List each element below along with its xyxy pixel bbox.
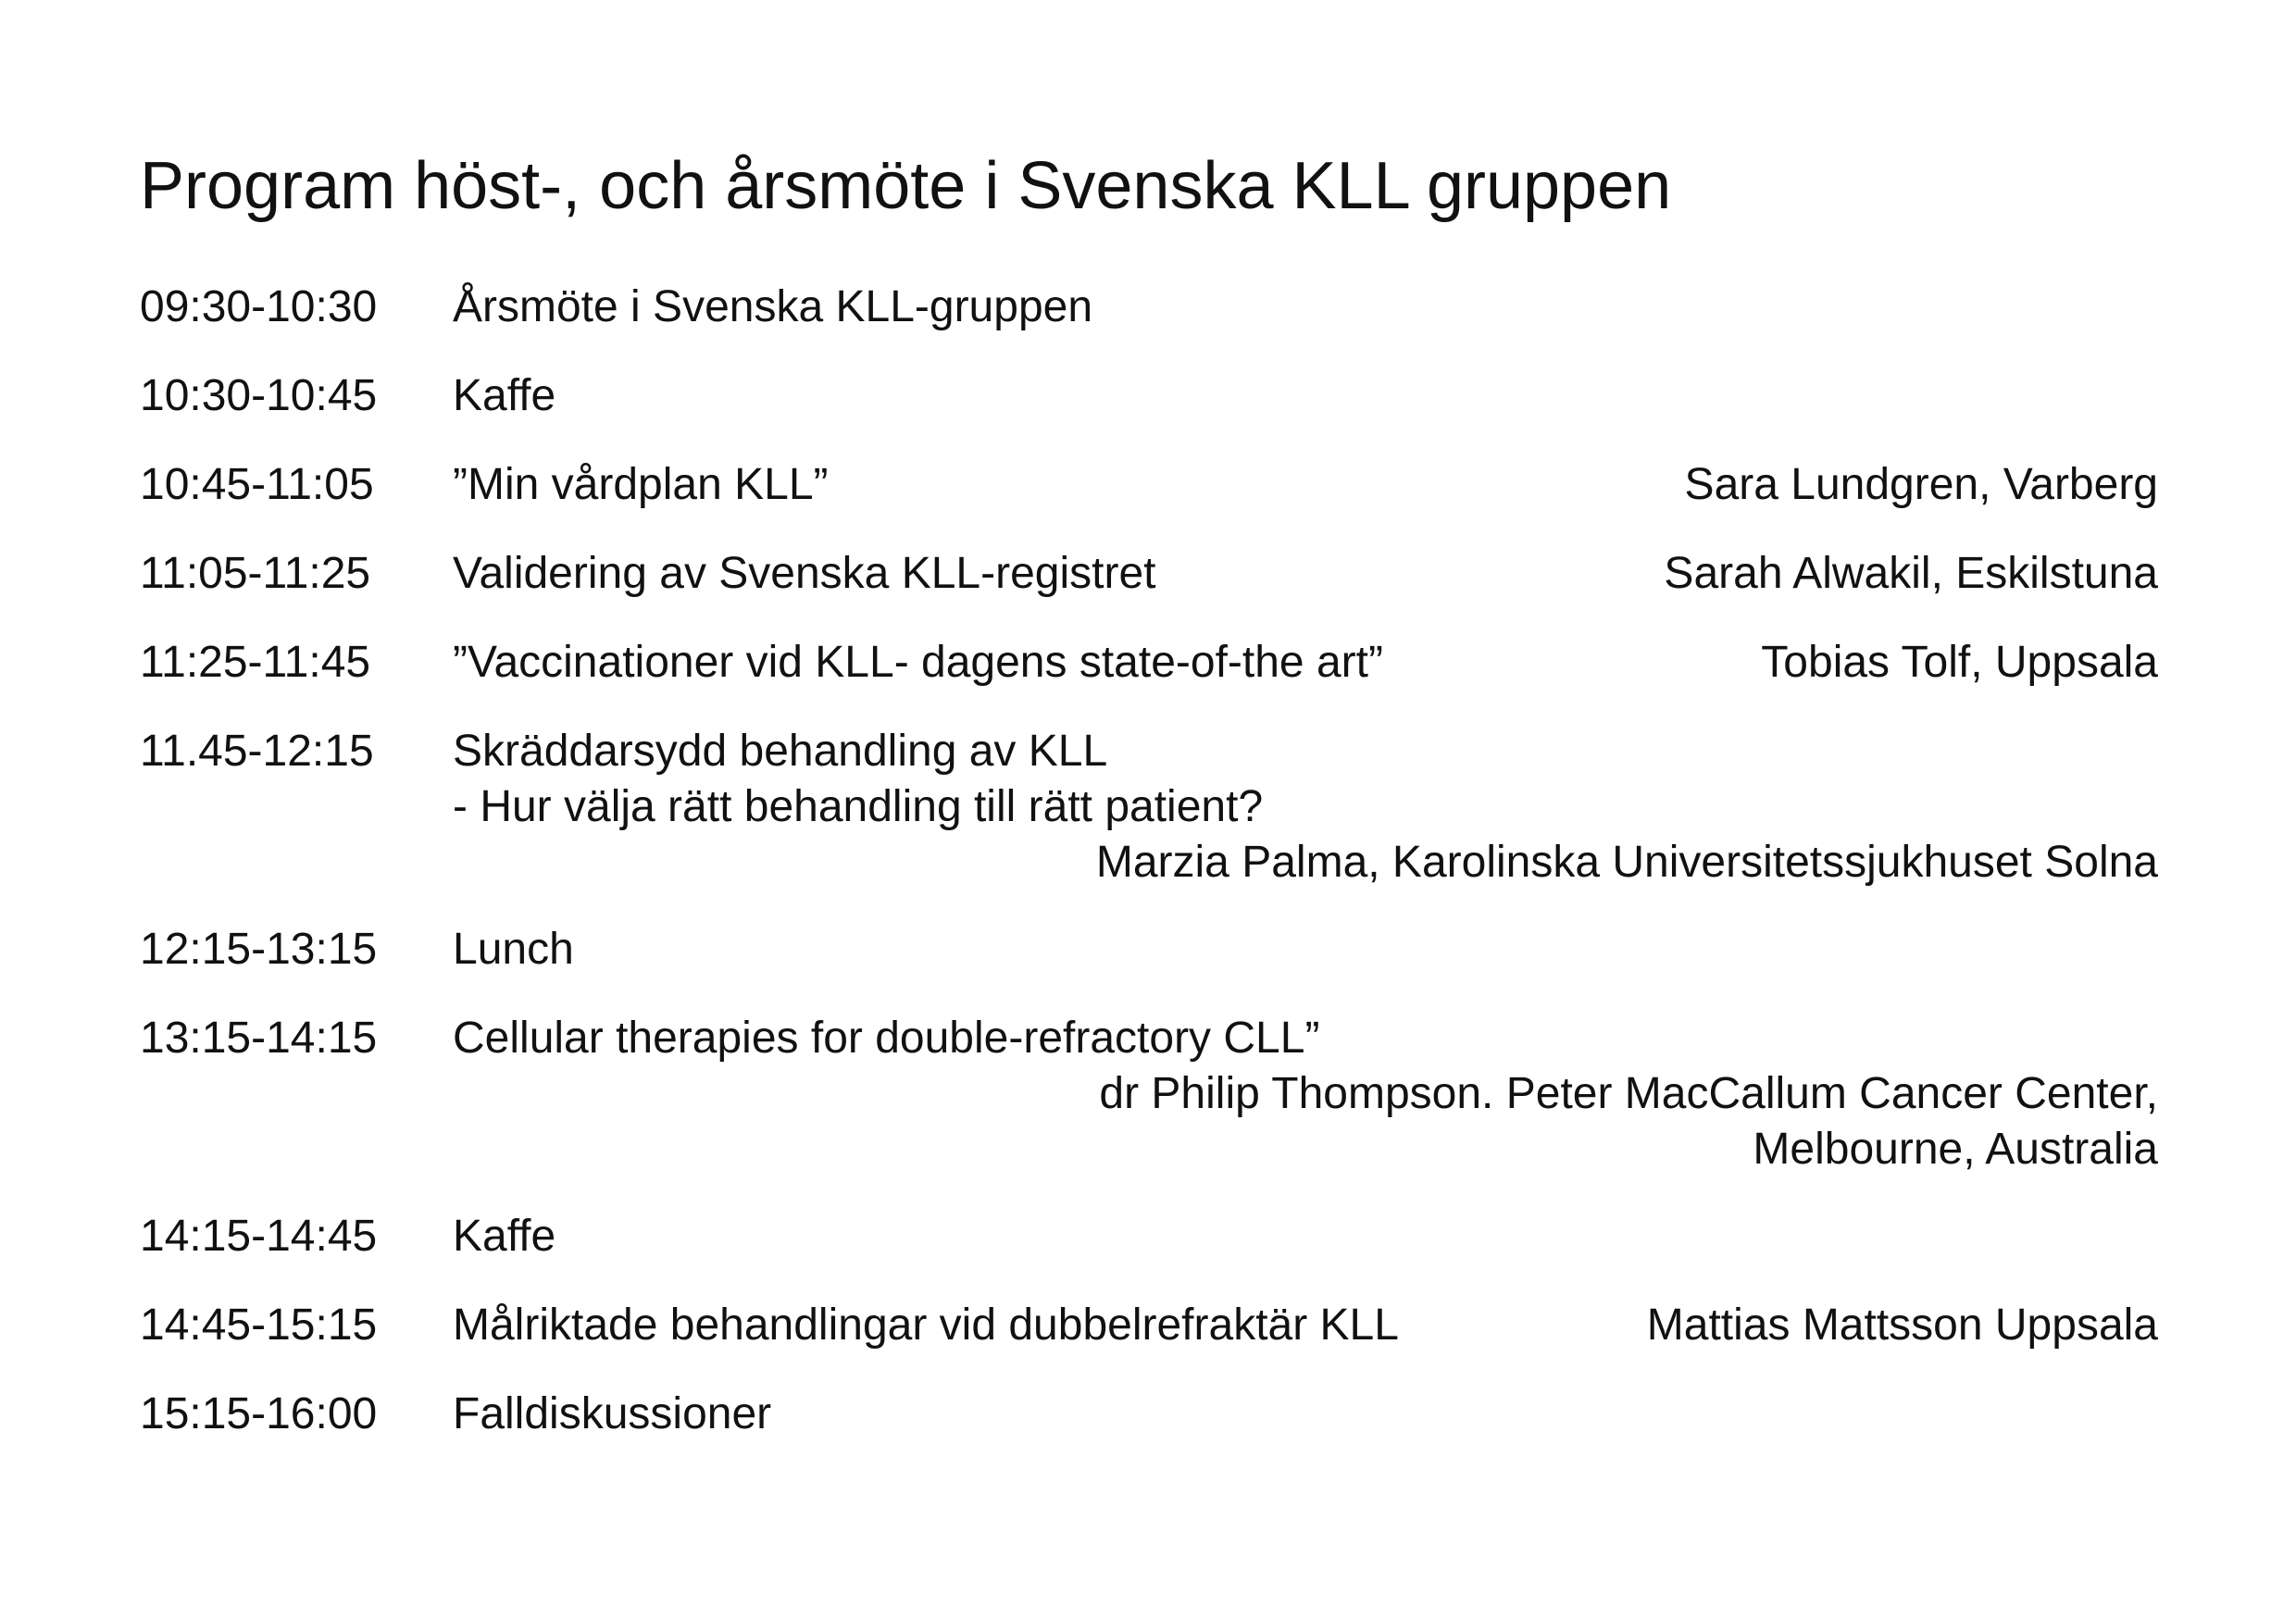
time-slot: 11:05-11:25 [140, 549, 371, 598]
speaker: Marzia Palma, Karolinska Universitetssjukhuset Solna [1095, 838, 2158, 887]
session-topic: Kaffe [453, 371, 556, 420]
session-topic: Cellular therapies for double-refractory CLL” [453, 1014, 1320, 1063]
time-slot: 11:25-11:45 [140, 638, 371, 687]
session-topic: Skräddarsydd behandling av KLL [453, 727, 1108, 776]
time-slot: 09:30-10:30 [140, 282, 378, 331]
session-subtitle: - Hur välja rätt behandling till rätt patient? [453, 782, 1264, 831]
speaker: Tobias Tolf, Uppsala [1761, 638, 2158, 687]
time-slot: 10:45-11:05 [140, 460, 374, 509]
speaker: Sara Lundgren, Varberg [1684, 460, 2158, 509]
speaker: Mattias Mattsson Uppsala [1646, 1301, 2158, 1350]
session-topic: Årsmöte i Svenska KLL-gruppen [453, 282, 1093, 331]
speaker: Sarah Alwakil, Eskilstuna [1664, 549, 2158, 598]
time-slot: 11.45-12:15 [140, 727, 374, 776]
time-slot: 14:45-15:15 [140, 1301, 378, 1350]
page-title: Program höst-, och årsmöte i Svenska KLL gruppen [140, 149, 1672, 223]
session-topic: ”Min vårdplan KLL” [453, 460, 829, 509]
session-topic: ”Vaccinationer vid KLL- dagens state-of-the art” [453, 638, 1383, 687]
session-topic: Målriktade behandlingar vid dubbelrefraktär KLL [453, 1301, 1399, 1350]
session-topic: Falldiskussioner [453, 1389, 772, 1438]
speaker: dr Philip Thompson. Peter MacCallum Cancer Center, [1099, 1069, 2158, 1118]
time-slot: 14:15-14:45 [140, 1212, 378, 1261]
session-topic: Kaffe [453, 1212, 556, 1261]
time-slot: 12:15-13:15 [140, 925, 378, 974]
session-topic: Lunch [453, 925, 574, 974]
time-slot: 13:15-14:15 [140, 1014, 378, 1063]
session-topic: Validering av Svenska KLL-registret [453, 549, 1156, 598]
time-slot: 15:15-16:00 [140, 1389, 378, 1438]
time-slot: 10:30-10:45 [140, 371, 378, 420]
speaker-affiliation: Melbourne, Australia [1753, 1125, 2158, 1174]
